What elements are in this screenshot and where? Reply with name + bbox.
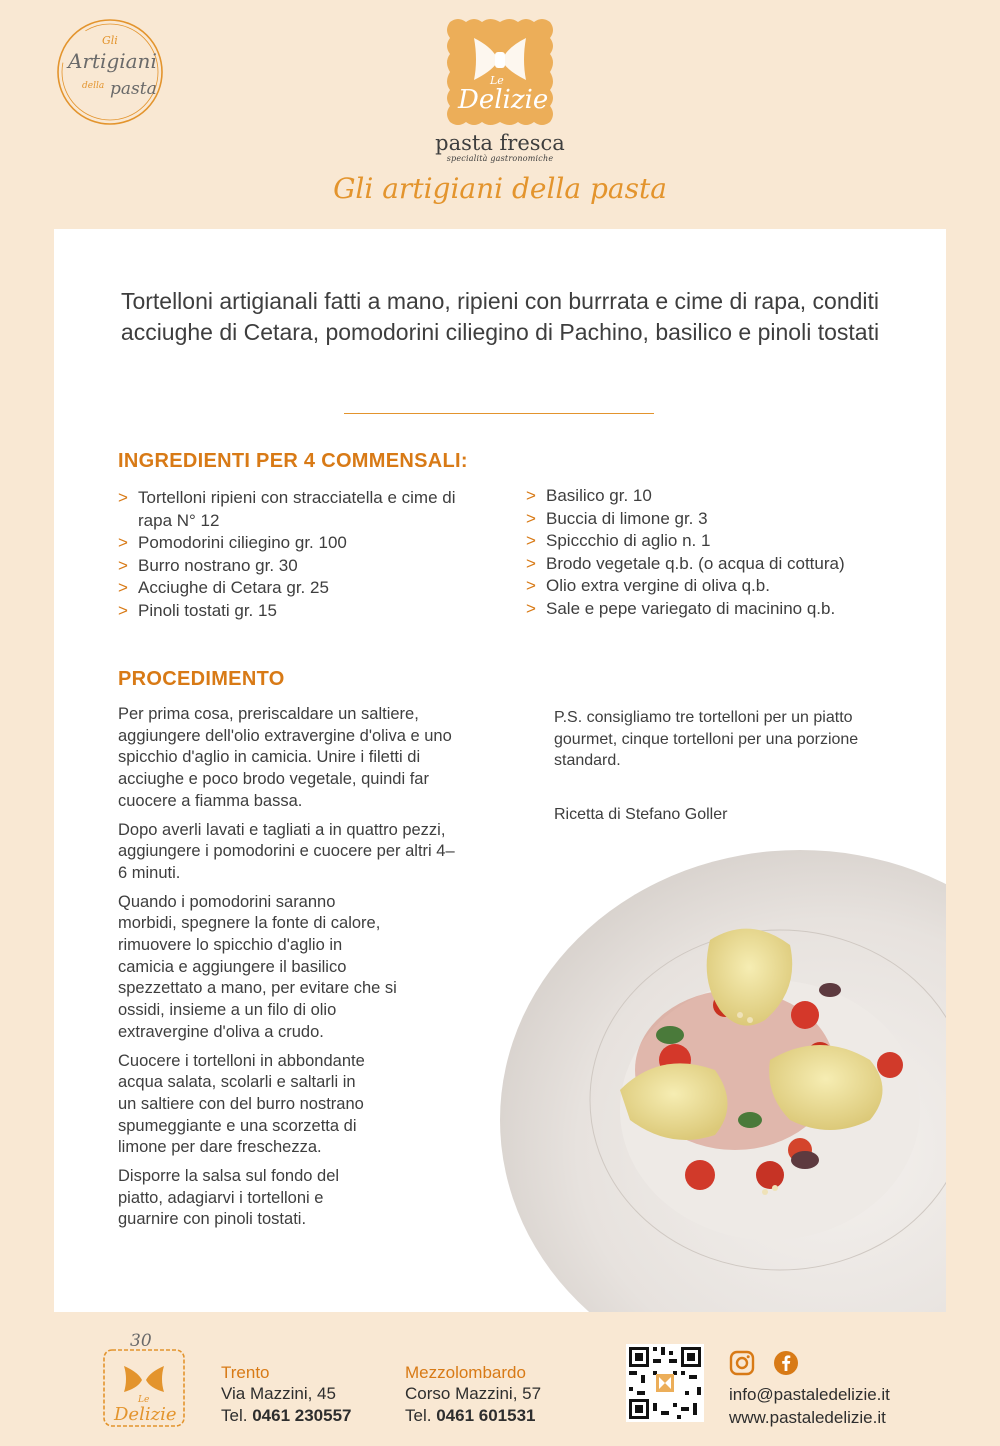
svg-text:Delizie: Delizie [458, 85, 549, 115]
brand-line: pasta fresca [435, 131, 565, 155]
location-address: Corso Mazzini, 57 [405, 1384, 542, 1403]
bullet-arrow: > [118, 488, 128, 507]
ingredients-heading: INGREDIENTI PER 4 COMMENSALI: [118, 450, 468, 472]
instagram-icon[interactable] [729, 1350, 755, 1376]
bullet-arrow: > [526, 508, 536, 528]
svg-text:Artigiani: Artigiani [68, 49, 157, 73]
procedure-step: Disporre la salsa sul fondo del piatto, adagiarvi i tortelloni e guarnire con pinoli tostati. [118, 1167, 340, 1229]
le-delizie-logo [444, 16, 556, 128]
location-phone[interactable]: Tel. 0461 230557 [221, 1406, 352, 1425]
ingredient-item: > Brodo vegetale q.b. (o acqua di cottura) [526, 553, 926, 576]
brand-subtitle [420, 132, 580, 164]
location-mezzolombardo [405, 1363, 541, 1427]
artigiani-seal-logo [52, 16, 168, 128]
ingredient-item: > Spiccchio di aglio n. 1 [526, 530, 926, 553]
facebook-icon[interactable] [773, 1350, 799, 1376]
procedure-heading: PROCEDIMENTO [118, 668, 285, 690]
ingredient-item: > Buccia di limone gr. 3 [526, 508, 926, 531]
location-city: Trento [221, 1363, 270, 1382]
footer-logo [100, 1330, 188, 1430]
bullet-arrow: > [118, 533, 128, 553]
bullet-arrow: > [118, 600, 128, 620]
bullet-arrow: > [526, 531, 536, 551]
dish-photo [500, 820, 946, 1312]
bullet-arrow: > [526, 486, 536, 505]
ingredient-item: > Burro nostrano gr. 30 [118, 555, 478, 578]
location-city: Mezzolombardo [405, 1363, 526, 1382]
ingredient-item: > Basilico gr. 10 [526, 485, 926, 508]
ingredient-item: > Sale e pepe variegato di macinino q.b. [526, 598, 926, 621]
svg-text:pasta: pasta [110, 79, 157, 99]
ingredient-item: > Olio extra vergine di oliva q.b. [526, 575, 926, 598]
ingredient-item: > Tortelloni ripieni con stracciatella e cime di rapa N° 12 [118, 488, 456, 530]
bullet-arrow: > [526, 598, 536, 618]
bullet-arrow: > [118, 555, 128, 575]
svg-text:Le: Le [138, 1395, 150, 1405]
svg-text:Gli: Gli [102, 34, 118, 47]
svg-text:della: della [82, 81, 105, 91]
location-trento [221, 1363, 351, 1427]
email-link[interactable]: info@pastaledelizie.it [729, 1385, 890, 1404]
tagline: Gli artigiani della pasta [333, 172, 667, 205]
svg-text:Delizie: Delizie [114, 1404, 177, 1425]
bullet-arrow: > [526, 576, 536, 596]
qr-code[interactable] [626, 1344, 704, 1422]
recipe-title: Tortelloni artigianali fatti a mano, ripieni con burrrata e cime di rapa, conditi acciughe di Cetara, pomodorini ciliegino di Pachino, basilico e pinoli tostati [120, 288, 880, 345]
bullet-arrow: > [118, 578, 128, 598]
serving-note: P.S. consigliamo tre tortelloni per un piatto gourmet, cinque tortelloni per una porzione standard. [554, 709, 859, 769]
ingredients-list-left [118, 487, 478, 623]
website-link[interactable]: www.pastaledelizie.it [729, 1408, 886, 1427]
procedure-step: Cuocere i tortelloni in abbondante acqua salata, scolarli e saltarli in un saltiere con del burro nostrano spumeggiante e una scorzetta di limone per dare freschezza. [118, 1051, 365, 1157]
location-address: Via Mazzini, 45 [221, 1384, 336, 1403]
social-icons [729, 1350, 799, 1376]
svg-text:Le: Le [490, 74, 504, 87]
brand-subline: specialità gastronomiche [446, 154, 554, 163]
ingredient-item: > Pomodorini ciliegino gr. 100 [118, 532, 478, 555]
bullet-arrow: > [526, 553, 536, 573]
recipe-credit: Ricetta di Stefano Goller [554, 806, 728, 823]
procedure-step: Per prima cosa, preriscaldare un saltiere, aggiungere dell'olio extravergine d'oliva e uno spicchio d'aglio in camicia. Unire i filetti di acciughe e poco brodo vegetale, quindi far cuocere a fiamma bassa. [118, 705, 452, 810]
ingredients-list-right [526, 485, 926, 621]
title-divider [344, 413, 654, 414]
contacts [729, 1383, 890, 1429]
anniversary-number: 30 [130, 1331, 152, 1351]
procedure-step: Quando i pomodorini saranno morbidi, spegnere la fonte di calore, rimuovere lo spicchio d'aglio in camicia e aggiungere il basilico spezzettato a mano, per evitare che si ossidi, insieme a un filo di olio extravergine d'oliva a crudo. [118, 892, 397, 1041]
location-phone[interactable]: Tel. 0461 601531 [405, 1406, 536, 1425]
ingredient-item: > Acciughe di Cetara gr. 25 [118, 577, 478, 600]
procedure-step: Dopo averli lavati e tagliati a in quattro pezzi, aggiungere i pomodorini e cuocere per altri 4–6 minuti. [118, 820, 455, 882]
ingredient-item: > Pinoli tostati gr. 15 [118, 600, 478, 623]
procedure-text [118, 704, 488, 1238]
